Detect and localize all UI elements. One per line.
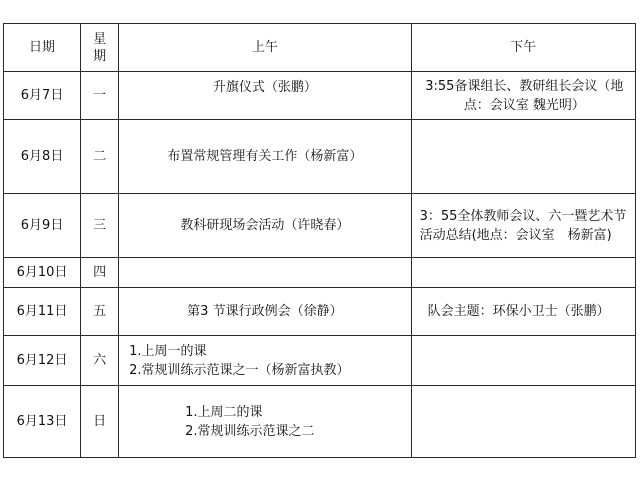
header-weekday-text: 星期 bbox=[93, 31, 107, 64]
afternoon-cell bbox=[411, 336, 635, 386]
weekday-cell: 四 bbox=[81, 258, 119, 288]
list-item: 1.上周二的课 bbox=[185, 404, 263, 420]
table-row bbox=[4, 288, 636, 336]
date-cell: 6月11日 bbox=[4, 288, 81, 336]
header-weekday bbox=[81, 24, 119, 72]
weekday-cell: 五 bbox=[81, 288, 119, 336]
afternoon-cell bbox=[411, 120, 635, 194]
weekday-cell: 三 bbox=[81, 194, 119, 258]
morning-cell bbox=[119, 258, 411, 288]
table-row bbox=[4, 386, 636, 458]
afternoon-cell: 队会主题：环保小卫士（张鹏） bbox=[411, 288, 635, 336]
list-item: 2.常规训练示范课之二 bbox=[185, 423, 315, 439]
date-cell: 6月12日 bbox=[4, 336, 81, 386]
afternoon-cell: 3:55备课组长、教研组长会议（地点：会议室 魏光明） bbox=[411, 72, 635, 120]
date-cell: 6月9日 bbox=[4, 194, 81, 258]
afternoon-cell bbox=[411, 386, 635, 458]
morning-cell: 布置常规管理有关工作（杨新富） bbox=[119, 120, 411, 194]
table-row bbox=[4, 120, 636, 194]
list-item: 1.上周一的课 bbox=[129, 343, 207, 359]
date-cell: 6月7日 bbox=[4, 72, 81, 120]
morning-cell: 教科研现场会活动（许晓春） bbox=[119, 194, 411, 258]
weekday-cell: 六 bbox=[81, 336, 119, 386]
header-morning: 上午 bbox=[119, 24, 411, 72]
header-afternoon: 下午 bbox=[411, 24, 635, 72]
morning-cell bbox=[119, 386, 411, 458]
header-date: 日期 bbox=[4, 24, 81, 72]
table-row bbox=[4, 194, 636, 258]
morning-cell bbox=[119, 336, 411, 386]
date-cell: 6月8日 bbox=[4, 120, 81, 194]
list-item: 2.常规训练示范课之一（杨新富执教） bbox=[129, 362, 350, 378]
schedule-table bbox=[3, 23, 636, 458]
date-cell: 6月13日 bbox=[4, 386, 81, 458]
weekday-cell: 日 bbox=[81, 386, 119, 458]
weekday-cell: 二 bbox=[81, 120, 119, 194]
afternoon-cell bbox=[411, 258, 635, 288]
table-row bbox=[4, 336, 636, 386]
header-row bbox=[4, 24, 636, 72]
afternoon-cell: 3：55全体教师会议、六一暨艺术节活动总结(地点：会议室 杨新富) bbox=[411, 194, 635, 258]
morning-cell: 升旗仪式（张鹏） bbox=[119, 72, 411, 120]
table-row bbox=[4, 72, 636, 120]
morning-cell: 第3 节课行政例会（徐静） bbox=[119, 288, 411, 336]
weekday-cell: 一 bbox=[81, 72, 119, 120]
date-cell: 6月10日 bbox=[4, 258, 81, 288]
table-row bbox=[4, 258, 636, 288]
